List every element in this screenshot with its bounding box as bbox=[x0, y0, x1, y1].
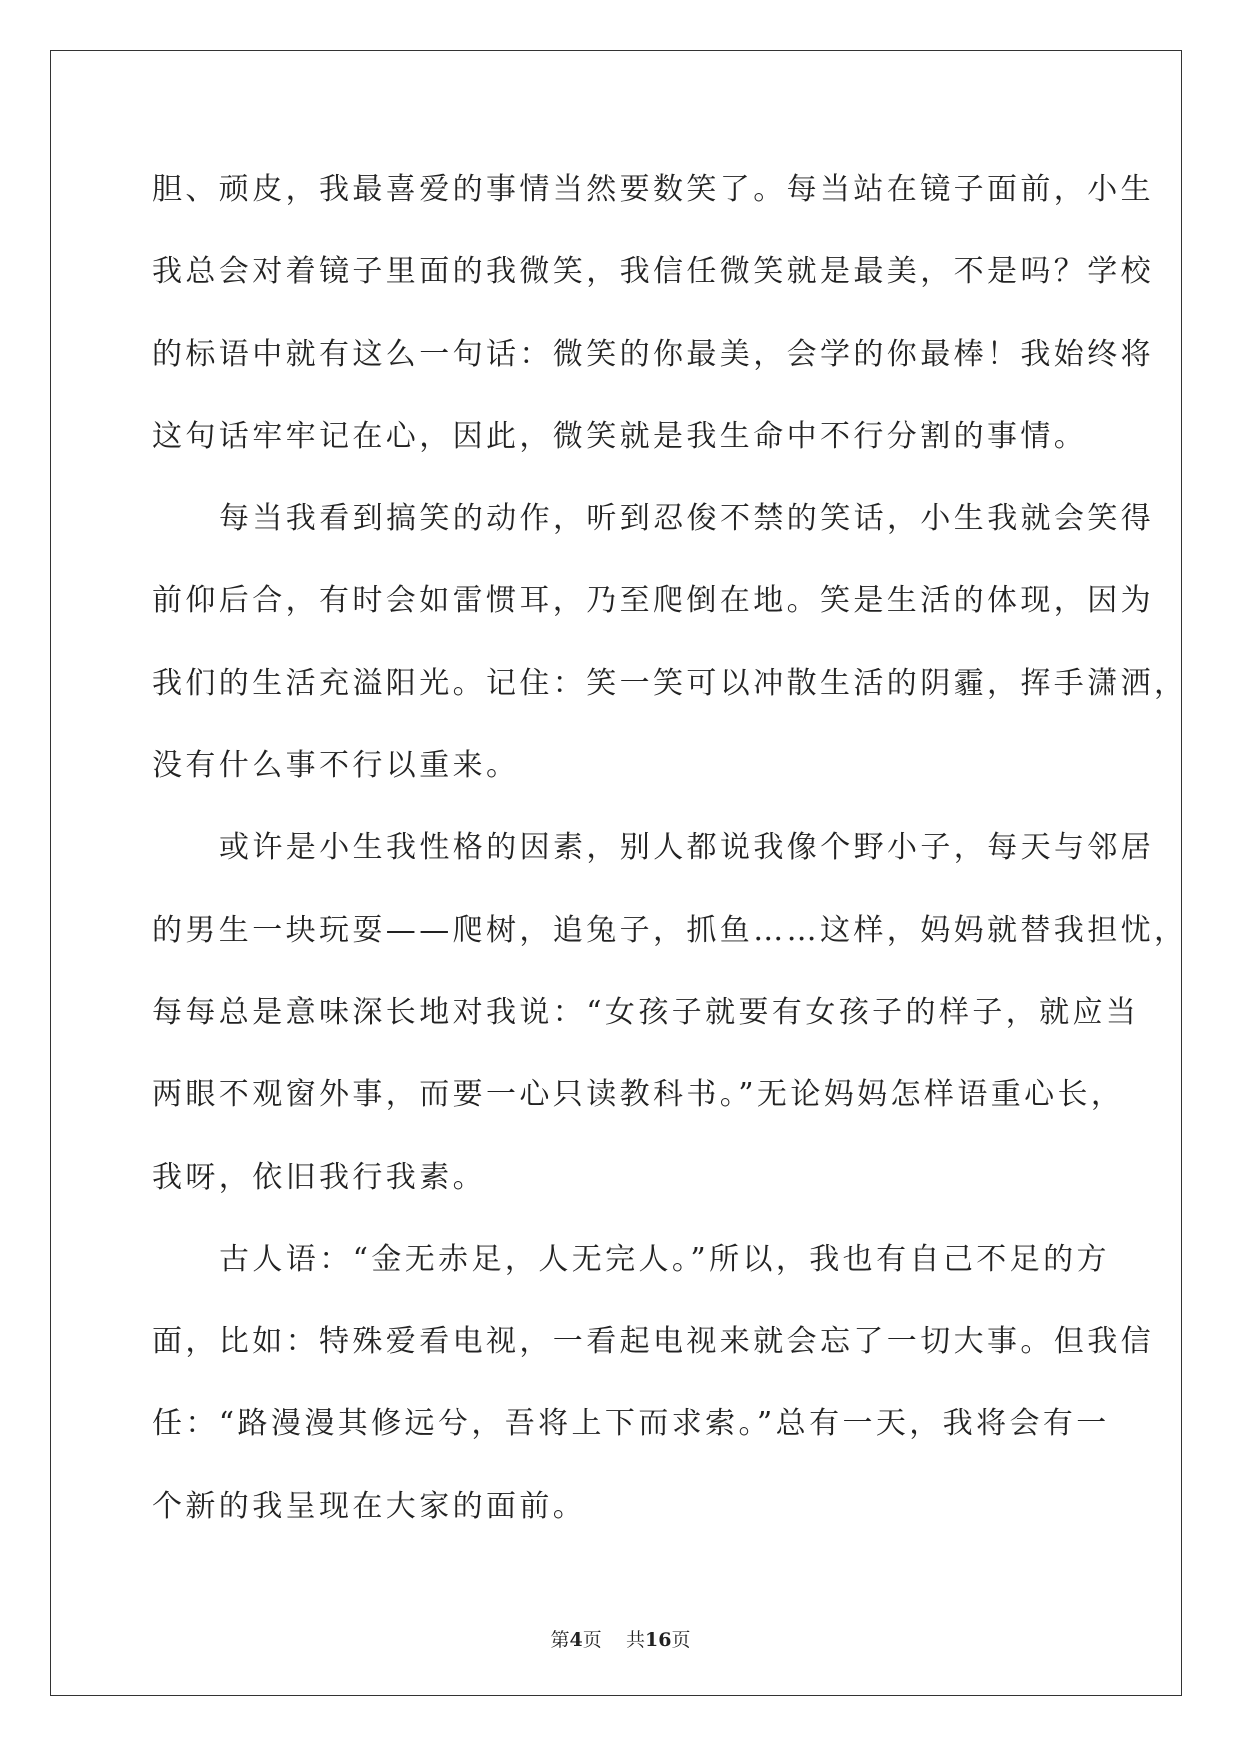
text-line: 这句话牢牢记在心，因此，微笑就是我生命中不行分割的事情。 bbox=[152, 418, 1088, 454]
document-body bbox=[152, 158, 1188, 1557]
text-line: 每当我看到搞笑的动作，听到忍俊不禁的笑话，小生我就会笑得 bbox=[219, 501, 1155, 537]
text-line: 古人语：“金无赤足，人无完人。”所以，我也有自己不足的方 bbox=[219, 1241, 1110, 1277]
text-line: 或许是小生我性格的因素，别人都说我像个野小子，每天与邻居 bbox=[219, 830, 1155, 866]
footer-page-suffix: 页 bbox=[582, 1629, 602, 1651]
text-line: 个新的我呈现在大家的面前。 bbox=[152, 1488, 587, 1524]
footer-total-suffix: 页 bbox=[671, 1629, 691, 1651]
text-line: 的标语中就有这么一句话：微笑的你最美，会学的你最棒！我始终将 bbox=[152, 336, 1154, 372]
text-line: 前仰后合，有时会如雷惯耳，乃至爬倒在地。笑是生活的体现，因为 bbox=[152, 583, 1154, 619]
footer-total-prefix: 共 bbox=[625, 1629, 645, 1651]
text-line: 没有什么事不行以重来。 bbox=[152, 748, 520, 784]
footer-page-number: 4 bbox=[569, 1629, 583, 1651]
page-footer bbox=[0, 1625, 1241, 1652]
text-line: 每每总是意味深长地对我说：“女孩子就要有女孩子的样子，就应当 bbox=[152, 994, 1140, 1030]
text-line: 胆、顽皮，我最喜爱的事情当然要数笑了。每当站在镜子面前，小生 bbox=[152, 172, 1154, 207]
footer-prefix: 第 bbox=[550, 1629, 570, 1651]
text-line: 任：“路漫漫其修远兮，吾将上下而求索。”总有一天，我将会有一 bbox=[152, 1406, 1110, 1442]
footer-total-pages: 16 bbox=[644, 1629, 672, 1651]
text-line: 的男生一块玩耍——爬树，追兔子，抓鱼……这样，妈妈就替我担忧， bbox=[152, 912, 1188, 948]
text-line: 我们的生活充溢阳光。记住：笑一笑可以冲散生活的阴霾，挥手潇洒， bbox=[152, 665, 1188, 701]
text-line: 我呀，依旧我行我素。 bbox=[152, 1159, 486, 1195]
text-line: 面，比如：特殊爱看电视，一看起电视来就会忘了一切大事。但我信 bbox=[152, 1324, 1154, 1360]
text-line: 两眼不观窗外事，而要一心只读教科书。”无论妈妈怎样语重心长， bbox=[152, 1077, 1125, 1113]
text-line: 我总会对着镜子里面的我微笑，我信任微笑就是最美，不是吗？学校 bbox=[152, 254, 1154, 290]
